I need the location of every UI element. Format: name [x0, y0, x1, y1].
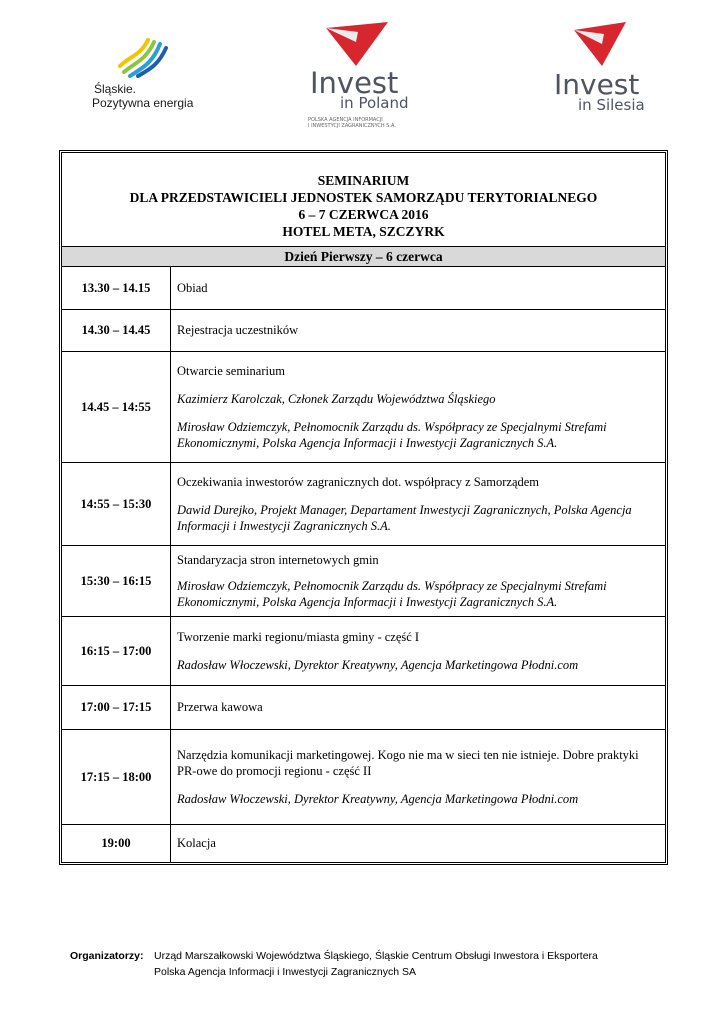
item-title: Obiad: [177, 280, 208, 295]
time-cell: 17:15 – 18:00: [62, 729, 171, 824]
red-triangle-icon: [572, 22, 628, 68]
item-title: Narzędzia komunikacji marketingowej. Kogo nie ma w sieci ten nie istnieje. Dobre praktyki PR-owe do promocji regionu - część II: [177, 747, 639, 778]
desc-cell: [171, 729, 666, 824]
desc-cell: [171, 545, 666, 616]
desc-cell: [171, 309, 666, 351]
item-title: Otwarcie seminarium: [177, 363, 285, 378]
desc-cell: [171, 267, 666, 309]
programme-table: [61, 152, 666, 863]
invest-poland-word2: in Poland: [340, 94, 409, 112]
item-title: Tworzenie marki regionu/miasta gminy - część I: [177, 629, 420, 644]
time-cell: 15:30 – 16:15: [62, 545, 171, 616]
time-cell: 13.30 – 14.15: [62, 267, 171, 309]
day-heading: Dzień Pierwszy – 6 czerwca: [62, 247, 665, 267]
invest-in-poland-logo: [300, 22, 420, 137]
seminar-header: [62, 153, 665, 247]
invest-poland-small1: POLSKA AGENCJA INFORMACJI: [308, 117, 383, 123]
table-row: [62, 351, 665, 462]
item-speaker: Mirosław Odziemczyk, Pełnomocnik Zarządu ds. Współpracy ze Specjalnymi Strefami Ekonomicznymi, Polska Agencja Informacji i Inwestycji Zagranicznych S.A.: [177, 578, 607, 609]
header-line1: SEMINARIUM: [317, 173, 410, 188]
footer-line2: Polska Agencja Informacji i Inwestycji Zagranicznych SA: [154, 966, 417, 978]
time-cell: 16:15 – 17:00: [62, 616, 171, 685]
item-speaker: Mirosław Odziemczyk, Pełnomocnik Zarządu ds. Współpracy ze Specjalnymi Strefami Ekonomicznymi, Polska Agencja Informacji i Inwestycji Zagranicznych S.A.: [177, 419, 607, 450]
header-line4: HOTEL META, SZCZYRK: [282, 224, 445, 239]
invest-poland-small2: I INWESTYCJI ZAGRANICZNYCH S.A.: [308, 123, 396, 129]
desc-cell: [171, 351, 666, 462]
table-row: [62, 729, 665, 824]
footer-label: Organizatorzy:: [70, 950, 144, 962]
header-line3: 6 – 7 CZERWCA 2016: [298, 207, 429, 222]
time-cell: 14.30 – 14.45: [62, 309, 171, 351]
invest-poland-word1: Invest: [310, 66, 399, 100]
item-speaker: Kazimierz Karolczak, Członek Zarządu Województwa Śląskiego: [177, 391, 496, 406]
table-row: [62, 267, 665, 309]
invest-silesia-word2: in Silesia: [578, 96, 645, 114]
item-title: Rejestracja uczestników: [177, 323, 299, 337]
item-speaker: Dawid Durejko, Projekt Manager, Departament Inwestycji Zagranicznych, Polska Agencja Informacji i Inwestycji Zagranicznych S.A.: [177, 502, 632, 533]
footer-line1: Urząd Marszałkowski Województwa Śląskiego, Śląskie Centrum Obsługi Inwestora i Eksportera: [154, 950, 598, 962]
organizers-footer: [70, 948, 598, 980]
item-speaker: Radosław Włoczewski, Dyrektor Kreatywny, Agencja Marketingowa Płodni.com: [177, 657, 579, 672]
invest-silesia-word1: Invest: [554, 68, 640, 101]
slaskie-wave-icon: [118, 26, 170, 78]
time-cell: 14.45 – 14:55: [62, 351, 171, 462]
slaskie-logo-line2: Pozytywna energia: [92, 96, 194, 110]
desc-cell: [171, 685, 666, 729]
item-title: Kolacja: [177, 836, 216, 851]
item-speaker: Radosław Włoczewski, Dyrektor Kreatywny, Agencja Marketingowa Płodni.com: [177, 791, 579, 806]
time-cell: 17:00 – 17:15: [62, 685, 171, 729]
red-triangle-icon: [322, 22, 392, 68]
table-row: [62, 616, 665, 685]
time-cell: 19:00: [62, 824, 171, 862]
invest-in-silesia-logo: [548, 22, 653, 117]
schedule-table: [62, 267, 665, 862]
table-row: [62, 685, 665, 729]
desc-cell: [171, 616, 666, 685]
time-cell: 14:55 – 15:30: [62, 462, 171, 545]
desc-cell: [171, 824, 666, 862]
table-row: [62, 545, 665, 616]
slaskie-logo: [92, 26, 202, 116]
table-row: [62, 309, 665, 351]
desc-cell: [171, 462, 666, 545]
item-title: Oczekiwania inwestorów zagranicznych dot. współpracy z Samorządem: [177, 474, 540, 489]
slaskie-logo-line1: Śląskie.: [94, 82, 137, 96]
item-title: Standaryzacja stron internetowych gmin: [177, 552, 379, 567]
header-line2: DLA PRZEDSTAWICIELI JEDNOSTEK SAMORZĄDU TERYTORIALNEGO: [129, 190, 598, 205]
item-title: Przerwa kawowa: [177, 700, 263, 714]
table-row: [62, 824, 665, 862]
table-row: [62, 462, 665, 545]
